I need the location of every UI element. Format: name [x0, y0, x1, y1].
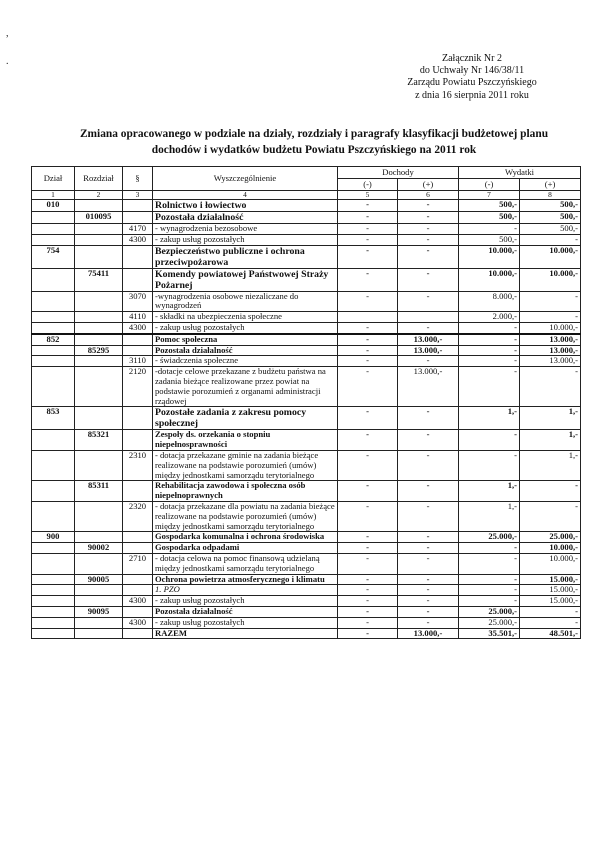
cell-wydatki-minus: 1,-: [459, 407, 520, 430]
cell-wydatki-plus: -: [520, 312, 581, 323]
cell-wyszczegolnienie: - dotacja przekazane gminie na zadania bieżące realizowane na podstawie porozumień (umów) między jednostkami samorządu terytorialnego: [153, 450, 338, 480]
title-line-2: dochodów i wydatków budżetu Powiatu Pszczyńskiego na 2011 rok: [151, 144, 477, 156]
cell-dochody-plus: -: [398, 234, 459, 245]
cell-rozdzial: [75, 450, 123, 480]
cell-dzial: [32, 345, 75, 356]
cell-dochody-minus: -: [338, 322, 398, 333]
cell-dochody-minus: -: [338, 617, 398, 628]
cell-dochody-plus: 13.000,-: [398, 345, 459, 356]
cell-wyszczegolnienie: Bezpieczeństwo publiczne i ochrona przeciwpożarowa: [153, 245, 338, 268]
speck-1: ,: [6, 28, 9, 39]
cell-dzial: [32, 268, 75, 291]
table-row: [32, 450, 581, 480]
cell-wydatki-plus: -: [520, 367, 581, 407]
cell-dochody-minus: -: [338, 367, 398, 407]
table-row: [32, 334, 581, 345]
cell-rozdzial: [75, 234, 123, 245]
cell-wydatki-plus: 48.501,-: [520, 628, 581, 639]
cell-wyszczegolnienie: Gospodarka komunalna i ochrona środowiska: [153, 532, 338, 543]
cell-dzial: [32, 356, 75, 367]
cell-paragraf: 4300: [123, 596, 153, 607]
cell-wyszczegolnienie: Komendy powiatowej Państwowej Straży Pożarnej: [153, 268, 338, 291]
cell-wydatki-plus: 500,-: [520, 224, 581, 235]
cell-wydatki-minus: -: [459, 356, 520, 367]
cell-dochody-plus: -: [398, 585, 459, 596]
cell-dzial: 900: [32, 532, 75, 543]
table-row: [32, 322, 581, 333]
cell-wydatki-plus: 13.000,-: [520, 356, 581, 367]
cell-wydatki-plus: 13.000,-: [520, 345, 581, 356]
cell-dochody-minus: -: [338, 200, 398, 212]
table-row: [32, 574, 581, 585]
cell-wyszczegolnienie: - dotacja przekazane dla powiatu na zadania bieżące realizowane na podstawie porozumień (umów) między jednostkami samorządu terytorialnego: [153, 501, 338, 531]
table-row: [32, 312, 581, 323]
cell-dochody-minus: -: [338, 574, 398, 585]
cell-dzial: 754: [32, 245, 75, 268]
table-row: [32, 585, 581, 596]
cell-wydatki-plus: 10.000,-: [520, 245, 581, 268]
cell-wydatki-plus: 500,-: [520, 212, 581, 224]
cell-paragraf: [123, 585, 153, 596]
column-number: 5: [338, 191, 398, 200]
cell-dochody-plus: -: [398, 245, 459, 268]
annex-note: [372, 53, 572, 102]
cell-wydatki-minus: -: [459, 553, 520, 574]
cell-dochody-plus: -: [398, 356, 459, 367]
cell-dzial: [32, 481, 75, 502]
table-row: [32, 596, 581, 607]
cell-wyszczegolnienie: - zakup usług pozostałych: [153, 322, 338, 333]
annex-line-1: Załącznik Nr 2: [442, 53, 502, 64]
cell-dzial: 010: [32, 200, 75, 212]
cell-dochody-minus: -: [338, 345, 398, 356]
cell-dochody-plus: 13.000,-: [398, 367, 459, 407]
cell-wydatki-plus: -: [520, 481, 581, 502]
cell-dzial: [32, 224, 75, 235]
cell-rozdzial: [75, 596, 123, 607]
cell-wyszczegolnienie: - zakup usług pozostałych: [153, 234, 338, 245]
cell-wydatki-minus: 10.000,-: [459, 245, 520, 268]
cell-rozdzial: [75, 291, 123, 312]
cell-dzial: [32, 617, 75, 628]
cell-dochody-minus: -: [338, 224, 398, 235]
cell-wydatki-plus: 1,-: [520, 450, 581, 480]
cell-paragraf: [123, 606, 153, 617]
cell-wyszczegolnienie: Pomoc społeczna: [153, 334, 338, 345]
cell-dochody-minus: -: [338, 532, 398, 543]
cell-rozdzial: [75, 501, 123, 531]
cell-wydatki-minus: -: [459, 596, 520, 607]
cell-dzial: [32, 430, 75, 451]
cell-wydatki-minus: 500,-: [459, 212, 520, 224]
cell-dochody-plus: -: [398, 291, 459, 312]
cell-dzial: [32, 291, 75, 312]
cell-wydatki-minus: -: [459, 334, 520, 345]
cell-wydatki-minus: 500,-: [459, 234, 520, 245]
table-row: [32, 212, 581, 224]
table-row: [32, 367, 581, 407]
header-wydatki-plus: (+): [520, 179, 581, 191]
cell-wydatki-plus: 10.000,-: [520, 322, 581, 333]
cell-dzial: 853: [32, 407, 75, 430]
table-row: [32, 224, 581, 235]
cell-rozdzial: [75, 322, 123, 333]
cell-wydatki-minus: -: [459, 367, 520, 407]
cell-dochody-minus: -: [338, 628, 398, 639]
header-rozdzial: Rozdział: [75, 167, 123, 191]
cell-dochody-minus: -: [338, 553, 398, 574]
cell-wydatki-minus: 1,-: [459, 501, 520, 531]
cell-dzial: [32, 367, 75, 407]
cell-wydatki-minus: 2.000,-: [459, 312, 520, 323]
cell-wydatki-minus: -: [459, 574, 520, 585]
cell-dochody-plus: -: [398, 481, 459, 502]
cell-dzial: [32, 596, 75, 607]
cell-rozdzial: 90005: [75, 574, 123, 585]
cell-dochody-plus: -: [398, 407, 459, 430]
cell-dochody-plus: -: [398, 543, 459, 554]
cell-dochody-minus: -: [338, 334, 398, 345]
cell-wydatki-plus: -: [520, 234, 581, 245]
cell-wydatki-minus: -: [459, 585, 520, 596]
table-row: [32, 200, 581, 212]
cell-rozdzial: 90095: [75, 606, 123, 617]
cell-rozdzial: [75, 617, 123, 628]
cell-dochody-plus: -: [398, 532, 459, 543]
header-paragraf: §: [123, 167, 153, 191]
cell-paragraf: [123, 407, 153, 430]
cell-wydatki-plus: 15.000,-: [520, 574, 581, 585]
cell-dzial: [32, 450, 75, 480]
cell-dochody-minus: -: [338, 450, 398, 480]
cell-wyszczegolnienie: Pozostałe zadania z zakresu pomocy społecznej: [153, 407, 338, 430]
cell-dochody-plus: 13.000,-: [398, 334, 459, 345]
cell-dochody-plus: -: [398, 224, 459, 235]
column-number: 6: [398, 191, 459, 200]
cell-paragraf: [123, 200, 153, 212]
table-row: [32, 553, 581, 574]
cell-paragraf: 2710: [123, 553, 153, 574]
cell-dochody-minus: -: [338, 407, 398, 430]
cell-dochody-plus: -: [398, 212, 459, 224]
cell-wydatki-minus: -: [459, 543, 520, 554]
cell-rozdzial: [75, 553, 123, 574]
speck-2: .: [6, 56, 9, 67]
cell-dochody-plus: -: [398, 501, 459, 531]
annex-line-2: do Uchwały Nr 146/38/11: [419, 65, 525, 77]
table-row: [32, 356, 581, 367]
cell-wydatki-plus: 500,-: [520, 200, 581, 212]
cell-wydatki-minus: 500,-: [459, 200, 520, 212]
cell-wydatki-plus: 1,-: [520, 430, 581, 451]
cell-dochody-minus: -: [338, 212, 398, 224]
cell-dochody-plus: -: [398, 596, 459, 607]
cell-dochody-plus: -: [398, 430, 459, 451]
scan-specks: [6, 20, 9, 76]
header-row-1: [32, 167, 581, 179]
table-row: [32, 532, 581, 543]
cell-dochody-minus: -: [338, 543, 398, 554]
column-number: 4: [153, 191, 338, 200]
table-row: [32, 606, 581, 617]
cell-dochody-minus: -: [338, 606, 398, 617]
cell-wyszczegolnienie: RAZEM: [153, 628, 338, 639]
table-row: [32, 345, 581, 356]
cell-paragraf: [123, 532, 153, 543]
cell-paragraf: [123, 574, 153, 585]
cell-rozdzial: 010095: [75, 212, 123, 224]
cell-wydatki-minus: 25.000,-: [459, 532, 520, 543]
cell-paragraf: [123, 628, 153, 639]
table-row: [32, 291, 581, 312]
cell-rozdzial: [75, 367, 123, 407]
cell-wydatki-minus: -: [459, 322, 520, 333]
column-number: 1: [32, 191, 75, 200]
header-dochody-plus: (+): [398, 179, 459, 191]
cell-wyszczegolnienie: Pozostała działalność: [153, 212, 338, 224]
cell-dzial: [32, 543, 75, 554]
cell-wydatki-minus: 1,-: [459, 481, 520, 502]
cell-wyszczegolnienie: - składki na ubezpieczenia społeczne: [153, 312, 338, 323]
table-row: [32, 245, 581, 268]
table-row: [32, 617, 581, 628]
cell-dochody-minus: -: [338, 268, 398, 291]
cell-wydatki-plus: 10.000,-: [520, 543, 581, 554]
cell-wyszczegolnienie: Gospodarka odpadami: [153, 543, 338, 554]
cell-dochody-minus: -: [338, 245, 398, 268]
cell-rozdzial: 85321: [75, 430, 123, 451]
cell-wyszczegolnienie: - świadczenia społeczne: [153, 356, 338, 367]
cell-paragraf: 4170: [123, 224, 153, 235]
budget-table: [31, 166, 581, 639]
cell-dochody-plus: -: [398, 200, 459, 212]
cell-paragraf: 3110: [123, 356, 153, 367]
annex-line-4: z dnia 16 sierpnia 2011 roku: [415, 89, 529, 101]
title-line-1: Zmiana opracowanego w podziale na działy, rozdziały i paragrafy klasyfikacji budżetowej planu: [79, 128, 549, 140]
cell-rozdzial: 85295: [75, 345, 123, 356]
cell-rozdzial: [75, 628, 123, 639]
cell-wyszczegolnienie: Ochrona powietrza atmosferycznego i klimatu: [153, 574, 338, 585]
cell-dochody-minus: -: [338, 585, 398, 596]
cell-wyszczegolnienie: - dotacja celowa na pomoc finansową udzielaną między jednostkami samorządu terytorialnego: [153, 553, 338, 574]
cell-paragraf: 3070: [123, 291, 153, 312]
cell-dochody-minus: -: [338, 430, 398, 451]
cell-paragraf: [123, 543, 153, 554]
cell-dochody-minus: [338, 312, 398, 323]
table-row: [32, 543, 581, 554]
cell-rozdzial: [75, 334, 123, 345]
cell-paragraf: 4300: [123, 617, 153, 628]
cell-wydatki-minus: 35.501,-: [459, 628, 520, 639]
cell-wyszczegolnienie: Rehabilitacja zawodowa i społeczna osób niepełnoprawnych: [153, 481, 338, 502]
header-wyszczegolnienie: Wyszczególnienie: [153, 167, 338, 191]
cell-dzial: [32, 585, 75, 596]
cell-wydatki-plus: 13.000,-: [520, 334, 581, 345]
cell-dochody-plus: -: [398, 574, 459, 585]
table-row: [32, 268, 581, 291]
cell-wyszczegolnienie: Rolnictwo i łowiectwo: [153, 200, 338, 212]
column-number: 7: [459, 191, 520, 200]
cell-paragraf: 4300: [123, 322, 153, 333]
cell-wyszczegolnienie: Pozostała działalność: [153, 606, 338, 617]
cell-rozdzial: [75, 245, 123, 268]
cell-rozdzial: [75, 585, 123, 596]
cell-wydatki-plus: 15.000,-: [520, 585, 581, 596]
cell-wydatki-minus: 25.000,-: [459, 617, 520, 628]
cell-paragraf: [123, 212, 153, 224]
cell-rozdzial: [75, 224, 123, 235]
cell-dochody-minus: -: [338, 234, 398, 245]
cell-dzial: [32, 606, 75, 617]
cell-dzial: [32, 553, 75, 574]
header-wydatki-minus: (-): [459, 179, 520, 191]
header-dochody-minus: (-): [338, 179, 398, 191]
cell-dochody-minus: -: [338, 356, 398, 367]
table-row: [32, 407, 581, 430]
cell-dochody-plus: 13.000,-: [398, 628, 459, 639]
cell-dochody-plus: -: [398, 606, 459, 617]
cell-rozdzial: 75411: [75, 268, 123, 291]
cell-rozdzial: 90002: [75, 543, 123, 554]
cell-dzial: [32, 312, 75, 323]
cell-wydatki-minus: -: [459, 224, 520, 235]
cell-rozdzial: [75, 312, 123, 323]
table-row: [32, 628, 581, 639]
column-number: 3: [123, 191, 153, 200]
cell-dochody-plus: -: [398, 322, 459, 333]
table-row: [32, 430, 581, 451]
cell-wydatki-minus: -: [459, 430, 520, 451]
cell-paragraf: [123, 245, 153, 268]
cell-rozdzial: [75, 532, 123, 543]
cell-dzial: [32, 501, 75, 531]
table-row: [32, 234, 581, 245]
cell-wydatki-minus: 8.000,-: [459, 291, 520, 312]
cell-wydatki-minus: -: [459, 345, 520, 356]
cell-dzial: [32, 322, 75, 333]
cell-dochody-minus: -: [338, 291, 398, 312]
header-wydatki: Wydatki: [459, 167, 581, 179]
cell-dochody-plus: -: [398, 268, 459, 291]
cell-wydatki-minus: 10.000,-: [459, 268, 520, 291]
cell-paragraf: [123, 345, 153, 356]
cell-paragraf: 4300: [123, 234, 153, 245]
cell-wydatki-plus: 10.000,-: [520, 553, 581, 574]
cell-dzial: [32, 628, 75, 639]
header-dochody: Dochody: [338, 167, 459, 179]
cell-dzial: 852: [32, 334, 75, 345]
cell-dochody-plus: -: [398, 553, 459, 574]
cell-wyszczegolnienie: - zakup usług pozostałych: [153, 617, 338, 628]
cell-rozdzial: 85311: [75, 481, 123, 502]
cell-wyszczegolnienie: 1. PZO: [153, 585, 338, 596]
cell-wydatki-plus: -: [520, 291, 581, 312]
cell-wyszczegolnienie: Pozostała działalność: [153, 345, 338, 356]
table-row: [32, 501, 581, 531]
cell-dochody-minus: -: [338, 596, 398, 607]
cell-wydatki-plus: 15.000,-: [520, 596, 581, 607]
cell-wydatki-minus: 25.000,-: [459, 606, 520, 617]
cell-paragraf: [123, 334, 153, 345]
cell-paragraf: 2320: [123, 501, 153, 531]
cell-wydatki-plus: -: [520, 617, 581, 628]
cell-wydatki-plus: -: [520, 501, 581, 531]
cell-paragraf: [123, 430, 153, 451]
cell-dzial: [32, 212, 75, 224]
cell-paragraf: 2310: [123, 450, 153, 480]
cell-dzial: [32, 234, 75, 245]
cell-dzial: [32, 574, 75, 585]
cell-wydatki-minus: -: [459, 450, 520, 480]
cell-wyszczegolnienie: - wynagrodzenia bezosobowe: [153, 224, 338, 235]
cell-wydatki-plus: 25.000,-: [520, 532, 581, 543]
cell-wydatki-plus: 1,-: [520, 407, 581, 430]
cell-wyszczegolnienie: -dotacje celowe przekazane z budżetu państwa na zadania bieżące realizowane przez powiat na podstawie porozumień z organami administracji rządowej: [153, 367, 338, 407]
cell-wydatki-plus: -: [520, 606, 581, 617]
cell-rozdzial: [75, 356, 123, 367]
header-dzial: Dział: [32, 167, 75, 191]
cell-wyszczegolnienie: Zespoły ds. orzekania o stopniu niepełnosprawności: [153, 430, 338, 451]
cell-dochody-plus: -: [398, 617, 459, 628]
table-row: [32, 481, 581, 502]
cell-paragraf: 2120: [123, 367, 153, 407]
cell-dochody-minus: -: [338, 481, 398, 502]
document-title: [40, 126, 588, 158]
cell-dochody-minus: -: [338, 501, 398, 531]
cell-wydatki-plus: 10.000,-: [520, 268, 581, 291]
cell-paragraf: [123, 481, 153, 502]
cell-paragraf: 4110: [123, 312, 153, 323]
cell-dochody-plus: [398, 312, 459, 323]
annex-line-3: Zarządu Powiatu Pszczyńskiego: [407, 77, 537, 89]
cell-wyszczegolnienie: -wynagrodzenia osobowe niezaliczane do wynagrodzeń: [153, 291, 338, 312]
cell-paragraf: [123, 268, 153, 291]
column-number: 8: [520, 191, 581, 200]
column-number: 2: [75, 191, 123, 200]
cell-rozdzial: [75, 407, 123, 430]
cell-wyszczegolnienie: - zakup usług pozostałych: [153, 596, 338, 607]
cell-rozdzial: [75, 200, 123, 212]
cell-dochody-plus: -: [398, 450, 459, 480]
